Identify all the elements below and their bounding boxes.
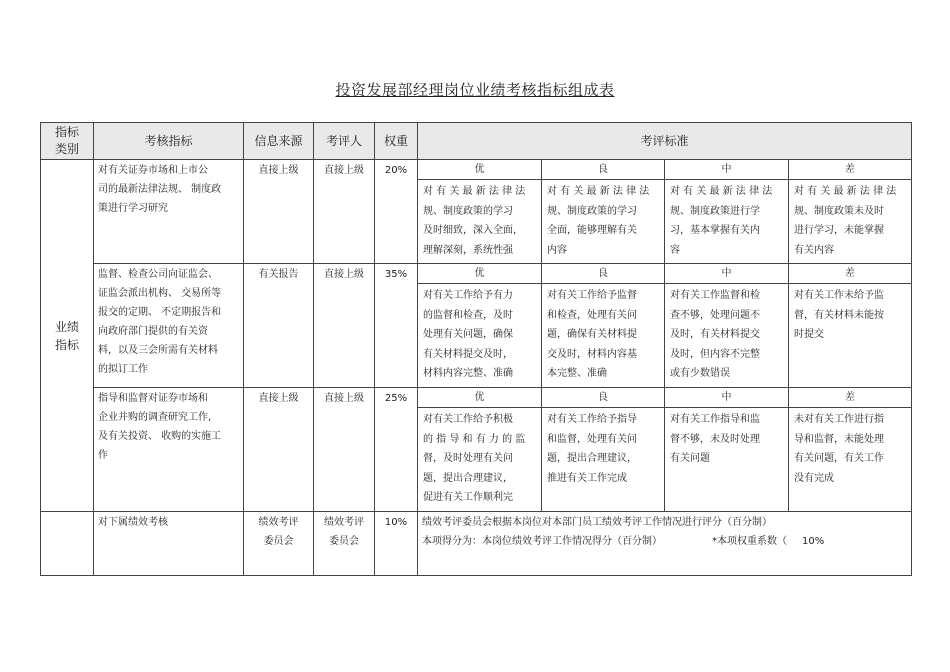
level-poor: 差 xyxy=(789,264,911,284)
row3-source: 直接上级 xyxy=(244,388,314,512)
header-evaluator: 考评人 xyxy=(314,123,375,160)
level-good: 良 xyxy=(542,388,665,408)
level-medium: 中 xyxy=(665,160,789,180)
row4-criteria xyxy=(418,512,911,575)
row2-indicator: 监督、检查公司向证监会、 证监会派出机构、 交易所等 报交的定期、 不定期报告和 向政府部门提供的有关资 料，以及三会所需有关材料 的拟订工作 xyxy=(94,264,244,388)
row4-source: 绩效考评 委员会 xyxy=(244,512,314,575)
criteria-good: 对有关工作给予监督 和检查，处理有关问 题，确保有关材料提 交及时，材料内容基 本完整、准确 xyxy=(542,284,665,388)
row2-evaluator: 直接上级 xyxy=(314,264,375,388)
criteria-good: 对 有 关 最 新 法 律 法 规、制度政策的学习 全面，能够理解有关 内容 xyxy=(542,180,665,264)
criteria-poor: 未对有关工作进行指 导和监督，未能处理 有关问题，有关工作 没有完成 xyxy=(794,414,884,484)
page-title: 投资发展部经理岗位业绩考核指标组成表 xyxy=(335,81,615,99)
row3-criteria xyxy=(418,388,911,512)
row4-note-weight-label: *本项权重系数（ xyxy=(712,536,787,547)
row4-weight: 10% xyxy=(375,512,418,575)
row1-indicator: 对有关证券市场和上市公 司的最新法律法规、 制度政 策进行学习研究 xyxy=(94,160,244,264)
level-excellent: 优 xyxy=(418,264,542,284)
header-source: 信息来源 xyxy=(244,123,314,160)
row4-note-line1: 绩效考评委员会根据本岗位对本部门员工绩效考评工作情况进行评分（百分制） xyxy=(422,517,772,528)
category-blank xyxy=(41,512,94,575)
criteria-medium: 对 有 关 最 新 法 律 法 规、制度政策进行学 习，基本掌握有关内 容 xyxy=(665,180,789,264)
row4-note-text: 本项得分为：本岗位绩效考评工作情况得分（百分制） xyxy=(422,536,662,547)
criteria-poor: 对 有 关 最 新 法 律 法 规、制度政策未及时 进行学习，未能掌握 有关内容 xyxy=(794,186,897,256)
criteria-medium: 对有关工作监督和检 查不够，处理问题不 及时，有关材料提交 及时，但内容不完整 或有少数错误 xyxy=(665,284,789,388)
kpi-table xyxy=(40,122,912,576)
header-category: 指标 类别 xyxy=(41,123,94,160)
row4-note-line2 xyxy=(422,532,907,551)
row3-weight: 25% xyxy=(375,388,418,512)
row4-note-weight-value: 10% xyxy=(802,536,825,547)
header-weight: 权重 xyxy=(375,123,418,160)
row3-evaluator: 直接上级 xyxy=(314,388,375,512)
level-excellent: 优 xyxy=(418,160,542,180)
level-medium: 中 xyxy=(665,264,789,284)
level-poor: 差 xyxy=(789,160,911,180)
row4-evaluator: 绩效考评 委员会 xyxy=(314,512,375,575)
level-medium: 中 xyxy=(665,388,789,408)
row1-criteria xyxy=(418,160,911,264)
row3-indicator: 指导和监督对证券市场和 企业并购的调查研究工作, 及有关投资、 收购的实施工 作 xyxy=(94,388,244,512)
row2-criteria xyxy=(418,264,911,388)
criteria-poor: 对有关工作未给予监 督，有关材料未能按 时提交 xyxy=(794,290,884,340)
level-excellent: 优 xyxy=(418,388,542,408)
header-indicator: 考核指标 xyxy=(94,123,244,160)
level-good: 良 xyxy=(542,160,665,180)
row2-source: 有关报告 xyxy=(244,264,314,388)
level-good: 良 xyxy=(542,264,665,284)
criteria-good: 对有关工作给予指导 和监督，处理有关问 题，提出合理建议， 推进有关工作完成 xyxy=(542,408,665,512)
header-standard: 考评标准 xyxy=(418,123,911,160)
criteria-excellent: 对有关工作给予积极 的 指 导 和 有 力 的 监 督，及时处理有关问 题，提出合理建议， 促进有关工作顺利完 xyxy=(418,408,542,512)
criteria-excellent: 对 有 关 最 新 法 律 法 规、制度政策的学习 及时细致，深入全面， 理解深刻，系统性强 xyxy=(418,180,542,264)
row1-source: 直接上级 xyxy=(244,160,314,264)
row1-evaluator: 直接上级 xyxy=(314,160,375,264)
row4-indicator: 对下属绩效考核 xyxy=(94,512,244,575)
criteria-medium: 对有关工作指导和监 督不够，未及时处理 有关问题 xyxy=(665,408,789,512)
row2-weight: 35% xyxy=(375,264,418,388)
criteria-excellent: 对有关工作给予有力 的监督和检查，及时 处理有关问题，确保 有关材料提交及时， 材料内容完整、准确 xyxy=(418,284,542,388)
level-poor: 差 xyxy=(789,388,911,408)
row1-weight: 20% xyxy=(375,160,418,264)
category-performance: 业绩 指标 xyxy=(41,160,94,512)
